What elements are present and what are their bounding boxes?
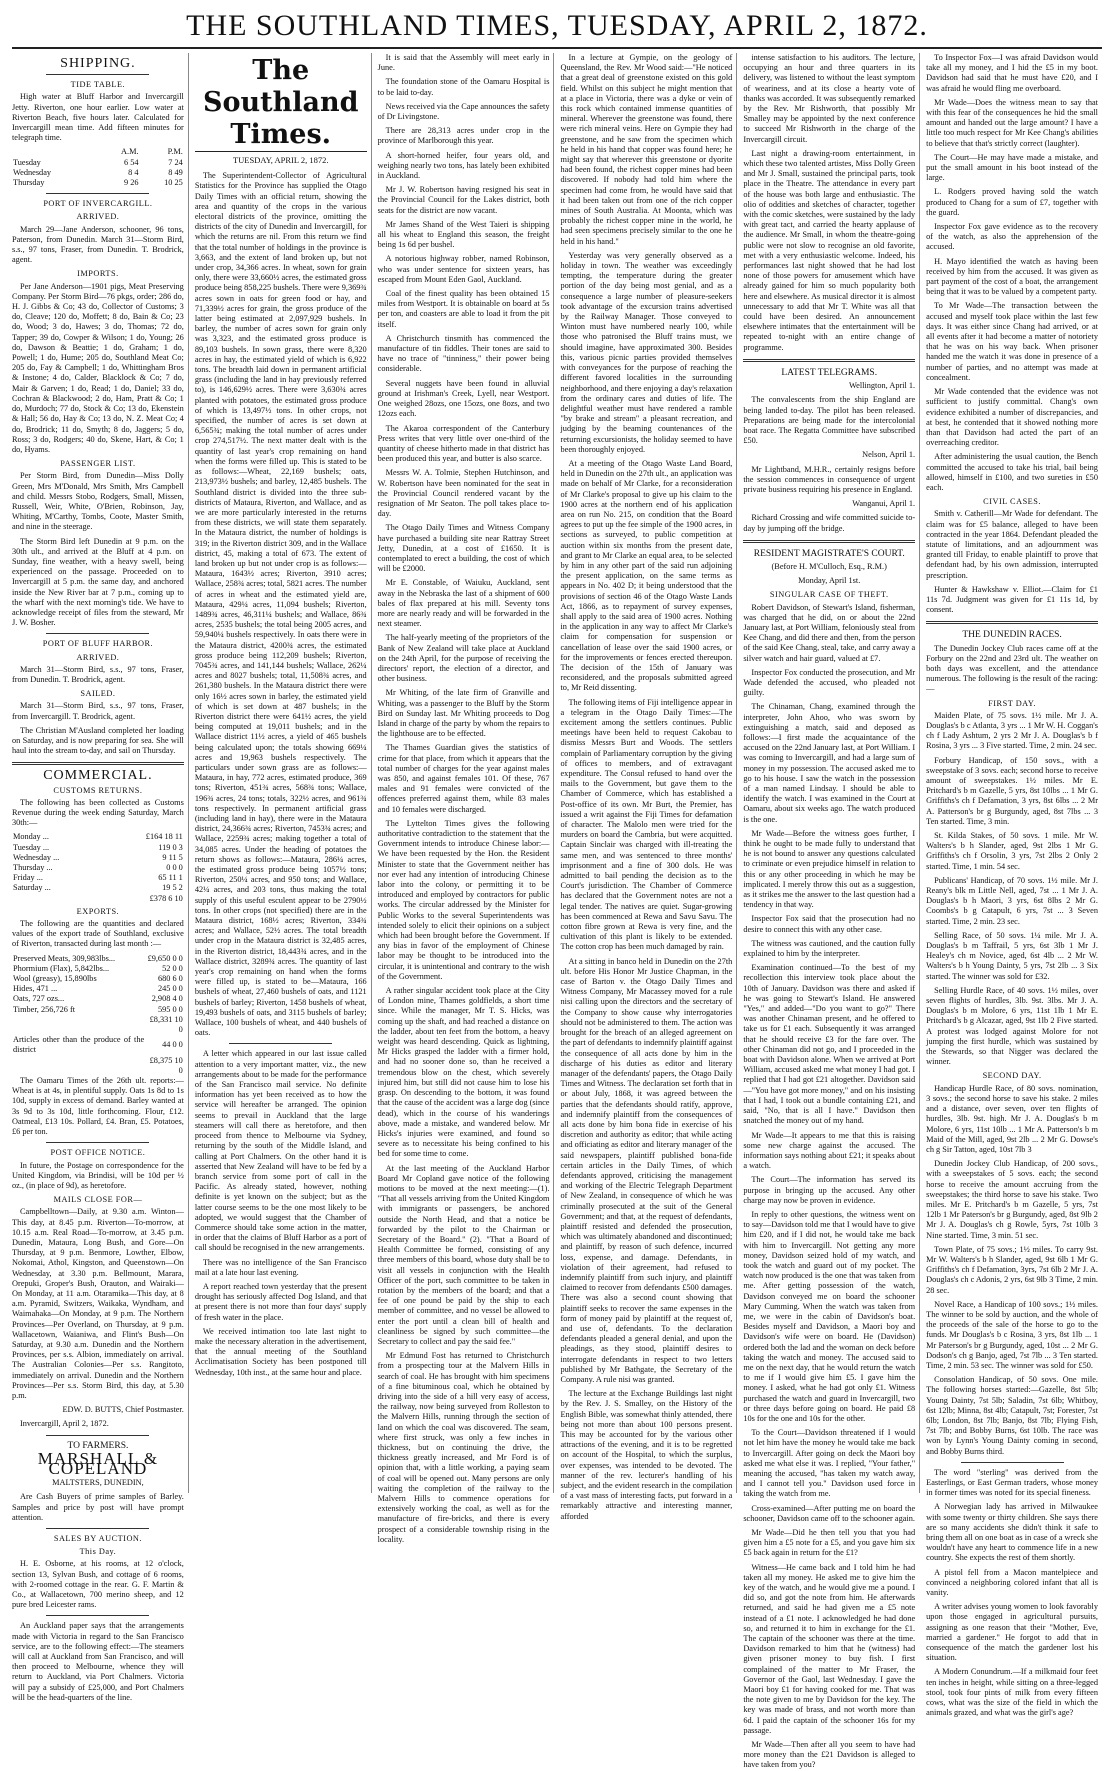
- civil-paragraph: Hunter & Hawkshaw v. Elliot.—Claim for £1 11s 7d. Judgment was given for £1 11s 1d, by consent.: [926, 584, 1098, 615]
- divider: [46, 1528, 149, 1529]
- race-result: Consolation Handicap, of 50 sovs. One mile. The following horses started:—Gazelle, 8st 5lb; Young Dainty, 7st 5lb; Saladin, 7st 6lb; Whitboy, 6st 12lb; Minna, 8st 4lb; Catapult, 7st; Forester, 7st 6lb; London, 8st 7lb; Banjo, 8st 7lb; Flying Fish, 7st 7lb; and Bobby Burns, 6st 10lb. The race was won by Lynn's Young Dainty coming in second, and Bobby Burns third.: [926, 1375, 1098, 1456]
- table-row: Saturday ... 19 5 2: [13, 883, 183, 893]
- court-paragraph: Mr Wade—Did he then tell you that you had given him a £5 note for a £5, and you gave him six £5 back again in return for the £1?: [743, 1528, 916, 1558]
- divider: [46, 633, 149, 634]
- telegram-text: The convalescents from the ship England are being landed to-day. The pilot has been released. Preparations are being made for the intercolonial boat race. The Regatta Committee have subscribed £50.: [743, 395, 916, 446]
- tide-text: High water at Bluff Harbor and Invercargill Jetty. Riverton, one hour earlier. Low water at Riverton Beach, five hours later. Calculated for Invercargill mean time. Add fifteen minutes for telegraph time.: [12, 92, 184, 143]
- news-paragraph: It is said that the Assembly will meet early in June.: [377, 53, 550, 73]
- column-1: [12, 53, 189, 1702]
- court-paragraph: Witness—He came back and I told him he had taken all my money. He asked me to give him the key of the watch, and he would give me a pound. I did so, and got the note from him. He afterwards returned, and said he had given me a £5 note instead of a £1 note. I acknowledged he had done so, and returned it to him in exchange for the £1. The captain of the schooner was there at the time. Davidson remarked to him that he (witness) had given prisoner money to buy fish. I first complained of the matter to Mr Fraser, the Governor of the Gaol, last Wednesday. I gave the Maori boy £1 for having cooked for me. That was the note given to me by Davidson for the key. The key was made of brass, and not worth more than 6d. I paid the captain of the schooner 16s for my passage.: [743, 1562, 916, 1735]
- race-result: St. Kilda Stakes, of 50 sovs. 1 mile. Mr W. Walters's b h Slander, aged, 9st 2lbs 1 Mr G. Griffiths's ch f Orsolin, 3 yrs, 7st 2lbs 2 Only 2 started. Time, 1 min. 54 sec.: [926, 831, 1098, 871]
- sailed-label: SAILED.: [80, 689, 116, 699]
- court-subtitle: (Before H. M'Culloch, Esq., R.M.): [771, 561, 887, 571]
- court-paragraph: The Chinaman, Chang, examined through the interpreter, John Ahoo, who was sworn by extinguishing a match, said and deposed as follows:—I first made the acquaintance of the accused on the 22nd January last, at Port William. I was coming to Invercargill, and had a large sum of money in my possession. The accused asked me to go to his house. I saw the watch in the possession of a man named Lindsay. I should be able to identify the watch. I was examined in the Court at Oamaru, about six weeks ago. The watch produced is the one.: [743, 702, 916, 824]
- bluff-arrived-text: March 31—Storm Bird, s.s., 97 tons, Fraser, from Dunedin. T. Brodrick, agent.: [12, 664, 184, 684]
- news-paragraph: A notorious highway robber, named Robinson, who was under sentence for sixteen years, has escaped from Mount Eden Gaol, Auckland.: [377, 254, 550, 284]
- race-result: Dunedin Jockey Club Handicap, of 200 sovs., with a sweepstakes of 5 sovs. each; the second horse to receive the amount accruing from the sweepstakes; the third horse to save his stake. Two miles. Mr E. Pritchard's b m Gazelle, 5 yrs, 7st 12lb 1 Mr Paterson's br g Burgundy, aged, 8st 9lb 2 Mr J. A. Douglas's ch g Rowle, 5yrs, 7st 10lb 3 Nine started. Time, 3 min. 51 sec.: [926, 1159, 1098, 1240]
- news-paragraph: Mr E. Constable, of Waiuku, Auckland, sent away in the Nebraska the last of a shipment of 600 bales of flax prepared at his mill. Seventy tons more are nearly ready and will be forwarded in the next steamer.: [377, 578, 550, 629]
- races-intro: The Dunedin Jockey Club races came off at the Forbury on the 22nd and 23rd ult. The weather on both days was excellent, and the attendance numerous. The following is the result of the racing:—: [926, 643, 1098, 694]
- column-3: [377, 53, 555, 1544]
- mails-label: MAILS CLOSE FOR—: [53, 1195, 143, 1205]
- port-bluff-heading: PORT OF BLUFF HARBOR.: [42, 639, 154, 649]
- news-paragraph: At the last meeting of the Auckland Harbor Board Mr Copland gave notice of the following motions to be moved at the next meeting:—(1). "That all vessels arriving from the United Kingdom with immigrants or passengers, be anchored outside the North Head, and that a notice be forwarded by the pilot to the Chairman or Secretary of the Board." (2). "That a Board of Health Committee be formed, consisting of any three members of this board, whose duty shall be to visit all vessels in conjunction with the Health Officer of the port, such committee to be taken in rotation by the members of the board; and that a fee of one pound be paid by the ship to each member of committee, and no vessel be allowed to enter the port until a clean bill of health and cleanliness be signed by such committee—the Secretary to collect and pay the said fee.": [377, 1163, 550, 1346]
- divider: [46, 1142, 149, 1143]
- arrived-label: ARRIVED.: [76, 212, 120, 222]
- news-paragraph: The word "sterling" was derived from the Easterlings, or East German traders, whose money in former times was noted for its special fineness.: [926, 1467, 1098, 1498]
- exports-table: [12, 954, 184, 1076]
- tide-heading: TIDE TABLE.: [70, 80, 126, 90]
- news-paragraph: A short-horned heifer, four years old, and weighing nearly two tons, has lately been exhibited in Auckland.: [377, 150, 550, 181]
- news-paragraph: Mr Edmund Fost has returned to Christchurch from a prospecting tour at the Malvern Hills in search of coal. He has brought with him specimens of a fine bituminous coal, which he obtained by driving into the side of a hill very easy of access, the railway, now being surveyed from Rolleston to the Malvern Hills, running through the section of land on which the coal was discovered. The seam, where first struck, was only a few inches in thickness, but on continuing the drive, the thickness greatly increased, and Mr Ford is of opinion that, with a little working, a paying seam of coal will be opened out. Many persons are only waiting the completion of the railway to the Malvern Hills to commence operations for extensively working the coal, as well as for the manufacture of fire-bricks, and there is every prospect of a considerable township rising in the locality.: [377, 1351, 550, 1544]
- maltster-title: MARSHALL & COPELAND: [37, 1448, 159, 1478]
- telegram-place: Wellington, April 1.: [848, 381, 916, 391]
- mails-text: Campbelltown—Daily, at 9.30 a.m. Winton—This day, at 8.45 p.m. Riverton—To-morrow, at 10.15 a.m. Real Road—To-morrow, at 3.45 p.m. Dunedin, Mataura, Long Bush, and Gore—On Thursday, at 9 p.m. Benmore, Lowther, Elbow, Nokomai, Athol, Kingston, and Queenstown—On Wednesday, at 3.30 p.m. Bellmount, Marara, Orepuki, Groper's Bush, Orauton, and Wairaki—On Monday, at 11 a.m. Otaramika—This day, at 8 a.m. Pyramid, Switzers, Waikaka, Wyndham, and Waimahaka—On Monday, at 9 p.m. The Northern Provinces—Per Overland, on Thursday, at 9 p.m. Wallacetown, Waianiwa, and Flint's Bush—On Saturday, at 9.30 a.m. Dunedin and the Northern Provinces, per s.s. Albion, immediately on arrival. The Australian Colonies—Per s.s. Rangitoto, immediately on arrival. Dunedin and the Northern Provinces—Per s.s. Storm Bird, this day, at 5.30 p.m.: [12, 1207, 184, 1400]
- news-paragraph: A rather singular accident took place at the City of London mine, Thames goldfields, a short time since. While the manager, Mr T. S. Hicks, was coming up the shaft, and had reached a distance on the ladder, about ten feet from the bottom, a heavy weight was heard descending. Quick as lightning, Mr Hicks grasped the ladder with a firmer hold, and had no sooner done so, than he received a tremendous blow on the chest, which severely injured him, but still did not cause him to lose his grasp. On descending to the bottom, it was found that the cause of the accident was a large dog (since dead), which in the course of his wanderings above, made a mistake, and wandered below. Mr Hicks's injuries were examined, and found so severe as to necessitate his being confined to his bed for some time to come.: [377, 986, 550, 1159]
- bluff-sailed-text: March 31—Storm Bird, s.s., 97 tons, Fraser, from Invercargill. T. Brodrick, agent.: [12, 701, 184, 721]
- divider: [961, 1462, 1064, 1463]
- court-paragraph: H. Mayo identified the watch as having been received by him from the accused. It was given as part payment of the cost of a boat, the arrangement being that it was to be valued by a competent party.: [926, 256, 1098, 297]
- table-row: Tuesday ... 119 0 3: [13, 842, 183, 852]
- court-paragraph: After administering the usual caution, the Bench committed the accused to take his trial, bail being allowed, himself in £100, and two sureties in £50 each.: [926, 452, 1098, 492]
- race-result: Selling Hurdle Race, of 40 sovs. 1½ miles, over seven flights of hurdles, 3lb. 9st. 3lbs. Mr J. A. Douglas's b m Molore, 6 yrs, 11st 1lb 1 Mr E. Pritchard's b g Alcazar, aged, 9st 1lb 2 Five started. A protest was lodged against Molore for not jumping the first hurdle, which was sustained by the Stewards, so that Nigger was declared the winner.: [926, 985, 1098, 1067]
- exports-text: The following are the quantities and declared values of the export trade of Southland, exclusive of Riverton, transacted during last month :—: [12, 919, 184, 949]
- race-result: Town Plate, of 75 sovs.; 1½ miles. To carry 9st. Mr W. Walters's b h Slander, aged, 9st 6lb 1 Mr G. Griffiths's ch f Defamation, 3yrs, 7st 6lb 2 Mr J. A. Douglas's ch c Adonis, 2 yrs, 6st 9lb 3 Time, 2 min. 28 sec.: [926, 1244, 1098, 1295]
- passengers-label: PASSENGER LIST.: [60, 459, 136, 469]
- divider: [46, 1615, 149, 1616]
- imports-text: Per Jane Anderson—1901 pigs, Meat Preserving Company. Per Storm Bird—76 pkgs, order; 286 do, H. J. Gibbs & Co; 43 do, Collector of Customs; 3 do, Cleave; 120 do, Moffett; 8 do, Bain & Co; 23 do, Wood; 3 do, Hawes; 3 do, Thomas; 72 do, Tapper; 39 do, Cowper & Wilson; 1 do, Young; 26 do, Dawson & Beattie; 1 do, Graham; 1 do, Powell; 1 do, Hume; 205 do, Southland Meat Co; 205 do, Fay & Campbell; 1 do, Whittingham Bros & Instone; 4 do, Calder, Blacklock & Co; 7 do, Mair & Garven; 1 do, Read; 1 do, Daniel; 33 do, Cochran & Blackwood; 2 do, Ham, Pratt & Co; 1 do, Murdoch; 77 do, Stock & Co; 13 do, Ekenstein & Hall; 56 do, Hay & Co; 13 do, N. Z. Meat Co; 4 do, Brodrick; 11 do, Smyth; 8 do, Jaggers; 5 do, Ross; 3 do, Rodgers; 40 do, Skene, Hart, & Co; 1 do, Hyams.: [12, 281, 184, 454]
- news-paragraph: Mr Whiting, of the late firm of Granville and Whiting, was a passenger to the Bluff by the Storm Bird on Sunday last. Mr Whiting proceeds to Dog Island in charge of the party by whom the repairs to the lighthouse are to be effected.: [377, 688, 550, 739]
- news-paragraph: Mr J. W. Robertson having resigned his seat in the Provincial Council for the Lakes district, both seats for the district are now vacant.: [377, 185, 550, 215]
- news-paragraph: A Christchurch tinsmith has commenced the manufacture of tin fiddles. Their tones are said to have no trace of "tinniness," their power being considerable.: [377, 333, 550, 374]
- news-paragraph: At a meeting of the Otago Waste Land Board, held in Dunedin on the 27th ult., an application was made on behalf of Mr Clarke, for a reconsideration of Mr Clarke's proposal to give up his claim to the 1900 acres at the northern end of his application area on run No. 215, on condition that the Board agrees to put up the fee simple of the 1900 acres, in sections as surveyed, to public competition at auction within six months from the present date, and grant to Mr Clarke an equal area, to be selected by him in any other part of the said run adjoining the present application, on the same terms as appears in No. 402 D; it being understood that the provisions of section 46 of the Otago Waste Lands Act, 1866, as to repayment of survey expenses, shall apply to the said area of 1900 acres. Nothing in the application in any way to affect Mr Clarke's claim for compensation for suspension or cancellation of lease over the said 1900 acres, or for the improvements or fences erected thereupon. The decision of the 15th of January was reconsidered, and the proposals submitted agreed to, Mr Reid dissenting.: [560, 458, 733, 693]
- court-paragraph: Robert Davidson, of Stewart's Island, fisherman, was charged that he did, on or about the 22nd January last, at Port William, feloniously steal from Kee Chang, and did there and then, from the person of the said Kee Chang, steal, take, and carry away a silver watch and hair guard, valued at £7.: [743, 602, 916, 663]
- issue-date: TUESDAY, APRIL 2, 1872.: [232, 155, 329, 165]
- court-paragraph: Inspector Fox gave evidence as to the recovery of the watch, as also the apprehension of the accused.: [926, 222, 1098, 252]
- court-paragraph: Mr Wade—It appears to me that this is raising some new charge against the accused. The information says nothing about £21; it speaks about a watch.: [743, 1130, 916, 1171]
- court-paragraph: L. Rodgers proved having sold the watch produced to Chang for a sum of £7, together with the guard.: [926, 187, 1098, 217]
- race-result: Selling Race, of 50 sovs. 1¼ mile. Mr J. A. Douglas's b m Taffrail, 5 yrs, 6st 3lb 1 Mr J. Healey's ch m Novice, aged, 6st 4lb ... 2 Mr W. Walters's b h Young Dainty, 5 yrs, 7st 2lb ... 3 Six started. The winner was sold for £32.: [926, 930, 1098, 981]
- post-office-heading: POST OFFICE NOTICE.: [50, 1148, 146, 1158]
- report-text: A report reached town yesterday that the present drought has seriously affected Dog Island, and that at present there is not more than four days' supply of fresh water in the place.: [194, 1281, 367, 1322]
- newspaper-flag: The Southland Times.: [195, 55, 367, 152]
- oamaru-text: The Oamaru Times of the 26th ult. reports:— Wheat is at 4s, in plentiful supply. Oats 1s 8d to 1s 10d, supply in excess of demand. Barley wanted at 3s 9d to 3s 10d, little forthcoming. Flour, £12. Oatmeal, £13 10s. Pollard, £4. Bran, £5. Potatoes, £6 per ton.: [12, 1076, 184, 1137]
- divider: [743, 359, 915, 362]
- table-row: Monday ... £164 18 11: [13, 832, 183, 842]
- court-paragraph: Cross-examined—After putting me on board the schooner, Davidson came off to the schooner again.: [743, 1503, 916, 1523]
- news-paragraph: At a sitting in banco held in Dunedin on the 27th ult. before His Honor Mr Justice Chapman, in the case of Barton v. the Otago Daily Times and Witness Company, Mr Macassey moved for a rule nisi calling upon the directors and the secretary of the Company to show cause why interrogatories should not be administered to them. The action was brought for the breach of an alleged agreement on the part of defendants to indemnify plaintiff against the consequence of all acts done by him in the discharge of his duties as editor and literary manager of the defendants' papers, the Otago Daily Times and Witness. The declaration set forth that in or about July, 1868, it was agreed between the parties that the defendants should ratify, approve, and indemnify plaintiff from the consequences of all acts done by him bona fide in exercise of his discretion and authority as editor; that while acting and officiating as editor and literary manager of the said newspapers, plaintiff published bona-fide certain articles in the Daily Times, of which defendants approved, criticising the management and working of the Electric Telegraph Department of New Zealand, in consequence of which he was criminally prosecuted at the suit of the General Government; and that, at the request of defendants, plaintiff resisted and defended the prosecution, which was ultimately abandoned and discontinued; and plaintiff, by reason of such defence, incurred loss, expense, and damage. Defendants, in violation of their agreement, had refused to indemnify plaintiff from such injury, and plaintiff claimed to recover from defendants £500 damages. There was also a second count showing that plaintiff seeks to recover the same expenses in the form of money paid by plaintiff at the request of, and use of, defendants. To the declaration defendants pleaded a general denial, and upon the pleadings, as they stood, plaintiff desires to interrogate defendants in respect to two letters published by Mr Bathgate, the Secretary of the Company. A rule nisi was granted.: [560, 956, 733, 1384]
- column-5: [743, 53, 920, 1770]
- court-paragraph: The witness was cautioned, and the caution fully explained to him by the interpreter.: [743, 938, 916, 959]
- auckland-text: An Auckland paper says that the arrangements made with Victoria in regard to the San Francisco service, are to the following effect:—The steamers will call at Auckland from San Francisco, and will then proceed to Melbourne, whence they will return to Auckland, via Port Chalmers. Victoria will pay a subsidy of £25,000, and Port Chalmers will be the head-quarters of the line.: [12, 1621, 184, 1702]
- newspaper-page: [12, 8, 1102, 1770]
- table-row: £8,375 10 0: [149, 1055, 183, 1075]
- maltster-text: Are Cash Buyers of prime samples of Barley. Samples and price by post will have prompt attention.: [12, 1492, 184, 1522]
- divider: [46, 74, 149, 75]
- postmaster-signature: EDW. D. BUTTS, Chief Postmaster.: [62, 1405, 184, 1415]
- port-invercargill-heading: PORT OF INVERCARGILL.: [43, 199, 153, 209]
- court-paragraph: To Inspector Fox—I was afraid Davidson would take all my money, and I hid the £5 in my boot. Davidson had said that he must have £20, and I was afraid he would fling me overboard.: [926, 53, 1098, 93]
- storm-bird-text: The Storm Bird left Dunedin at 9 p.m. on the 30th ult., and arrived at the Bluff at 4 p.m. on Sunday, fine weather, with a heavy swell, being experienced on the passage. Proceeded on to Invercargill at 5 p.m. the same day, and anchored inside the New River bar at 7 p.m., coming up to the wharf with the next morning's tide. We have to acknowledge receipt of files from the steward, Mr J. W. Bosher.: [12, 536, 184, 628]
- exports-heading: EXPORTS.: [76, 906, 120, 916]
- table-row: Tuesday 6 54 7 24: [13, 157, 183, 167]
- news-paragraph: A writer advises young women to look favorably upon those engaged in agricultural pursuits, assigning as one reason that their "Mother, Eve, married a gardener." He forgot to add that in consequence of the match the gardener lost his situation.: [926, 1602, 1098, 1663]
- column-4: [560, 53, 737, 1521]
- news-paragraph: In a lecture at Gympie, on the geology of Queensland, the Rev. Mr Wood said:—"He noticed that a great deal of greenstone existed on this gold field. Whilst on this subject he might mention that at a place in Victoria, there was a dyke or vein of this rock which contained immense quantities of mineral. Wherever the greenstone was found, there were rich mineral veins. Here on Gympie they had greenstone, and he saw from the specimen which he held in his hand that copper was found here; he might say that wherever this greenstone or dyorite had been found, the richest copper mines had been discovered. If nobody had told him where the specimen had come from, he would have said that it had been taken out from one of the rich copper mines of South Australia. At Moonta, which was probably the richest copper mine in the world, he had seen specimens precisely similar to the one he held in his hand.": [560, 53, 733, 246]
- auction-day: This Day.: [79, 1547, 117, 1557]
- news-paragraph: Messrs W. A. Tolmie, Stephen Hutchinson, and W. Robertson have been nominated for the seat in the Provincial Council rendered vacant by the resignation of Mr Seaton. The poll takes place to-day.: [377, 468, 550, 519]
- auction-text: H. E. Osborne, at his rooms, at 12 o'clock, section 13, Sylvan Bush, and cottage of 6 rooms, with 2-roomed cottage in the rear. G. F. Martin & Co., at Wallacetown, 700 merino sheep, and 12 pure bred Leicester rams.: [12, 1559, 184, 1610]
- news-paragraph: A pistol fell from a Macon mantelpiece and convinced a neighboring colored infant that all is vanity.: [926, 1567, 1098, 1598]
- tide-table: A.M. P.M. Tuesday 6 54 7 24 Wednesday 8 4 8 49 Thursday 9 26 10 25: [13, 147, 183, 188]
- news-paragraph: Several nuggets have been found in alluvial ground at Irishman's Creek, Lyell, near Westport. One weighed 28ozs, one 15ozs, one 8ozs, and two 12ozs each.: [377, 378, 550, 419]
- court-paragraph: In reply to other questions, the witness went on to say—Davidson told me that I would have to give him £20, and if I did not, he would take me back with him to Invercargill. Not getting any more money, Davidson seized hold of my watch, and took the watch and guard out of my pocket. The watch now produced is the one that was taken from me. After getting possession of the watch, Davidson conveyed me on board the schooner Mary Cumming. When the watch was taken from me, we were in the cabin of Davidson's boat. Besides myself and Davidson, a Maori boy and Davidson's wife were on board. He (Davidson) ordered both the lad and the woman on deck before taking the watch and money. The accused said to me on the next day, that he would return the watch to me if I would give him £5. I gave him the money. I asked, what he had got only £1. Witness purchased the watch and guard in Invercargill, two or three days before going on board. He paid £8 10s for the one and 10s for the other.: [743, 1209, 916, 1423]
- court-paragraph: Inspector Fox conducted the prosecution, and Mr Wade defended the accused, who pleaded not guilty.: [743, 667, 916, 698]
- no-intelligence-text: There was no intelligence of the San Francisco mail at a late hour last evening.: [194, 1257, 367, 1277]
- customs-table: [12, 832, 184, 903]
- court-date: Monday, April 1st.: [798, 576, 861, 586]
- lecture-continued: intense satisfaction to his auditors. The lecture, occupying an hour and three quarters in its delivery, was listened to without the least symptom of weariness, and at its close a hearty vote of thanks was accorded. It was subsequently remarked by the Rev. Mr Rishworth, that possibly Mr Smalley may be appointed by the next conference to succeed Mr Rishworth in the charge of the Invercargill circuit.: [743, 53, 916, 144]
- news-paragraph: The foundation stone of the Oamaru Hospital is to be laid to-day.: [377, 77, 550, 97]
- races-heading: THE DUNEDIN RACES.: [962, 630, 1062, 641]
- court-paragraph: Examination continued—To the best of my recollection this interview took place about the 10th of January. Davidson was there and asked if he was going to Stewart's Island. He answered "Yes," and added—"Do you want to go?" There was another Chinaman present, and he offered to take us for £1 each. Subsequently it was arranged that he should receive £3 for the fare over. The other Chinaman did not go, and I proceeded in the boat with Davidson alone. When we arrived at Port William, accused asked me what money I had got. I replied that I had got £21 altogether. Davidson said—"You have got more money," and on his insisting that I had, I took out a bundle containing £21, and said, "No, that is all I have." Davidson then snatched the money out of my hand.: [743, 963, 916, 1126]
- court-paragraph: To Mr Wade—The transaction between the accused and myself took place within the last few days. It was either since Chang had arrived, or at all events after it had become a matter of notoriety that he was on his way back. When prisoner handed me the watch it was done in presence of a number of parties, and no attempt was made at concealment.: [926, 301, 1098, 382]
- divider: [926, 621, 1098, 624]
- telegram-place: Nelson, April 1.: [862, 450, 916, 460]
- news-paragraph: A Norwegian lady has arrived in Milwaukee with some twenty or thirty children. She says there are so many accidents she didn't think it safe to bring them all on one boat as in case of a wreck she wouldn't have any heart to commence life in a new country. She expects the rest of them shortly.: [926, 1502, 1098, 1563]
- news-paragraph: A Modern Conundrum.—If a milkmaid four feet ten inches in height, while sitting on a three-legged stool, took four pints of milk from every fifteen cows, what was the size of the field in which the animals grazed, and what was the girl's age?: [926, 1667, 1098, 1718]
- divider: [46, 1435, 149, 1436]
- news-paragraph: Mr James Shand of the West Taieri is shipping all his wheat to England this season, the freight being 1s 6d per bushel.: [377, 219, 550, 250]
- court-paragraph: Mr Wade contended that the evidence was not sufficient to justify committal. Chang's own evidence exhibited a number of discrepancies, and at best, he contended that it showed nothing more than that Davidson had acted the part of an overreaching creditor.: [926, 387, 1098, 448]
- table-row: Thursday 9 26 10 25: [13, 178, 183, 188]
- table-row: Wool (greasy), 15,890lbs 680 6 0: [13, 974, 183, 984]
- table-row: Friday ... 65 11 1: [13, 873, 183, 883]
- second-day-heading: SECOND DAY.: [982, 1071, 1042, 1081]
- shipping-heading: SHIPPING.: [60, 56, 136, 71]
- imports-label: IMPORTS.: [77, 269, 119, 279]
- editorial-text: The Superintendent-Collector of Agricultural Statistics for the Province has supplied the Otago Daily Times with an official return, showing the area and quantity of the crops in the various electoral districts of the province, omitting the districts of the city of Dunedin and Invercargill, for which the returns are nil. From this return we find that the total number of holdings in the province is 3,663, and the extent of land broken up, but not under crop, 34,366 acres. In wheat, sown for grain only, there were 33,660½ acres, the estimated gross produce being 858,225 bushels. There were 9,369¾ acres sown in oats for green food or hay, and 71,339½ acres for grain, the gross produce of the latter being estimated at 2,097,929 bushels. In barley, the number of acres sown for grain only was 3,323, and the estimated gross produce is 89,103 bushels. In sown grass, there were 8,320 acres in hay, the estimated yield of which is 6,922 tons. The breadth laid down in permanent artificial grass (including the land in hay previously referred to), is 146,629½ acres. There were 3,630¾ acres planted with potatoes, the estimated gross produce of which is 13,497½ tons. In other crops, not specified, the number of acres is set down at 6,565¾; making the total number of acres under crop 274,517½. The next matter dealt with is the quantity of last year's crop remaining on hand when the forms were filled up. This is stated to be as follows:—Wheat, 22,169 bushels; oats, 213,973½ bushels; and barley, 12,485 bushels. The Southland district is divided into the three sub-districts of Mataura, Riverton, and Wallace, and as we are more particularly interested in the returns from these districts, we will state them separately. In the Mataura district, the number of holdings is 319; in the Riverton district 309, and in the Wallace district, 45, making a total of 673. The extent of land broken up but not under crop is as follows:—Mataura, 1643½ acres; Riverton, 3910 acres; Wallace, 258¾ acres; total, 5821 acres. The number of acres in wheat and the estimated yield are, Mataura, 429¼ acres, 11,094 bushels; Riverton, 1489¾ acres, 46,311¼ bushels; and Wallace, 86¾ acres, 2535 bushels; the total being 2005 acres, and 59,940¼ bushels respectively. In oats there were in the Mataura district, 4200¾ acres, the estimated gross produce being 112,209 bushels; Riverton, 7045¾ acres, and 141,144 bushels; Wallace, 262¼ acres and 8027 bushels; total, 11,508¾ acres, and 261,380 bushels. In the Mataura district there were only 16½ acres sown in barley, the estimated yield of which is set down at 487 bushels; in the Riverton district there were 641½ acres, the yield being computed at 19,011 bushels; and in the Wallace district 11½ acres, a yield of 465 bushels being calculated upon; the totals showing 669¼ acres and 19,963 bushels respectively. The particulars under sown grass are as follows:—Mataura, in hay, 772 acres, estimated produce, 369 tons; Riverton, 451¾ acres, 568¾ tons; Wallace, 196¾ acres, 24 tons; totals, 322½ acres, and 961¾ tons respectively. In permanent artificial grass (including land in hay), there were in the Mataura district, 24,366¾ acres; Riverton, 7453¾ acres; and Wallace, 2259¾ acres; making together a total of 34,085 acres. Under the heading of potatoes the return shows as follows:—Mataura, 286¼ acres, the estimated gross produce being 1057½ tons; Riverton, 250¼ acres, and 950 tons; and Wallace, 42¼ acres, and 203 tons, thus making the total supply of this useful esculent appear to be 2790½ tons. In other crops (not specified) there are in the Mataura district, 168½ acres; Riverton, 334¾ acres; and Wallace, 52½ acres. The total breadth under crop in the Mataura district is 32,485 acres, in the Riverton district, 18,443¾ acres, and in the Wallace district, 3289¾ acres. The quantity of last year's crop remaining on hand when the forms were filled up, is stated to be—Mataura, 166 bushels of wheat, 27,460 bushels of oats, and 1121 bushels of barley; Riverton, 1458 bushels of wheat, 19,493 bushels of oats, and 3115 bushels of barley; Wallace, 100 bushels of wheat, and 440 bushels of oats.: [194, 171, 367, 1038]
- table-row: Hides, 471 ... 245 0 0: [13, 984, 183, 994]
- customs-heading: CUSTOMS RETURNS.: [53, 785, 143, 795]
- table-row: Preserved Meats, 309,983lbs... £9,650 0 0: [13, 953, 183, 963]
- race-result: Publicans' Handicap, of 70 sovs. 1½ mile. Mr J. Reany's blk m Little Nell, aged, 7st ... 1 Mr J. A. Douglas's b h Maori, 3 yrs, 6st 8lbs 2 Mr G. Coombs's b g Catapult, 6 yrs, 7st ... 3 Seven started. Time, 2 min. 23 sec.: [926, 875, 1098, 926]
- divider: [46, 193, 149, 194]
- news-paragraph: The Thames Guardian gives the statistics of crime for that place, from which it appears that the total number of charges for the year against males was 850, and against females 101. Of these, 767 males and 91 females were convicted of the offences preferred against them, while 83 males and 10 females were discharged.: [377, 743, 550, 814]
- news-paragraph: The lecture at the Exchange Buildings last night by the Rev. J. S. Smalley, on the History of the English Bible, was somewhat thinly attended, there being not more than about 100 persons present. This may be accounted for by the various other attractions of the evening, and it is to be regretted on account of the Hospital, to which the surplus, over expenses, was intended to be devoted. The manner of the rev. lecturer's handling of his subject, and the evident research in the compilation of a vast mass of interesting facts, put forward in a remarkably attractive and interesting manner, afforded: [560, 1389, 733, 1521]
- column-2: [195, 53, 372, 1493]
- drawing-room-text: Last night a drawing-room entertainment, in which these two talented artistes, Miss Dolly Green and Mr J. Small, sustained the principal parts, took place in the Theatre. The attendance in every part of the house was both large and enthusiastic. The olio of oddities and sketches of character, together with the comic sketches, were sustained by the lady with great tact, and carried the hearty applause of the audience. Mr Small, in whom the theatre-going public were not slow to recognise an old favorite, met with a very enthusiastic welcome. Indeed, his performances last night showed that he had lost none of those powers for amusement which have already gained for him so much popularity both here and elsewhere. As musical director it is almost unnecessary to add that Mr T. White was all that could have been desired. An announcement elsewhere intimates that the entertainment will be repeated to-night with an entire change of programme.: [743, 148, 916, 352]
- table-row: £8,331 10 0: [149, 1014, 183, 1035]
- letter-text: A letter which appeared in our last issue called attention to a very important matter, viz., the new arrangements about to be made for the performance of the San Francisco mail service. No definite information has yet been received as to how the service will hereafter be arranged. The opinion seems to prevail in Auckland that the large steamers will call there as heretofore, and then proceed from thence to Melbourne via Sydney, returning by the south of the Middle Island, and calling at Port Chalmers. On the other hand it is asserted that New Zealand will have to be fed by a branch service from some port of call in the Pacific. As already stated, however, nothing definite is yet known on the subject; but as the latter course seems to be the one most likely to be adopted, we would suggest that the Chamber of Commerce should take some action in the matter, in order that the claims of Bluff Harbor as a port of call should be recognised in the new arrangements.: [194, 1049, 367, 1253]
- first-day-heading: FIRST DAY.: [988, 698, 1036, 708]
- auction-heading: SALES BY AUCTION.: [53, 1534, 142, 1543]
- commercial-heading: COMMERCIAL.: [43, 768, 153, 784]
- court-paragraph: Inspector Fox said that the prosecution had no desire to connect this with any other case.: [743, 914, 916, 934]
- court-paragraph: Mr Wade—Before the witness goes further, I think he ought to be made fully to understand that he is not bound to answer any questions calculated to criminate or even prejudice himself in relation to this or any other proceeding in which he may be implicated. I merely throw this out as a suggestion, as it strikes me the answer to the last question had a tendency in that way.: [743, 828, 916, 910]
- received-text: We received intimation too late last night to make the necessary alteration in the advertisement, that the annual meeting of the Southland Acclimatisation Society has been postponed till Wednesday, 10th inst., at the same hour and place.: [194, 1326, 367, 1377]
- telegrams-heading: LATEST TELEGRAMS.: [781, 367, 878, 378]
- table-row: Wednesday ... 9 11 5: [13, 852, 183, 862]
- news-paragraph: News received via the Cape announces the safety of Dr Livingstone.: [377, 101, 550, 122]
- news-paragraph: The following items of Fiji intelligence appear in a telegram in the Otago Daily Times:—The excitement among the settlers continues. Public meetings have been held to request Cakobau to dismiss Messrs Burt and Woods. The settlers complain of Parliamentary corruption by the giving of offices to members, and of extravagant expenditure. The Consul refused to hand over the mails to the Government, but gave them to the Chamber of Commerce, which has established a Post-office of its own. Mr Burt, the Premier, has issued a writ against the Fiji Times for defamation of character. The Malolo men were tried for the murders on board the Cambria, but were acquitted. Captain Sinclair was charged with ill-treating the same men, and was sentenced to three months' imprisonment and a fine of 300 dols. He was admitted to bail pending the decision as to the Court's jurisdiction. The Chamber of Commerce has declared that the Government notes are not a legal tender. The natives are quiet. Sugar-growing has been commenced at Rewa and Savu Savu. The cotton fibre grown at Rewa is very fine, and the cultivation of this plant is likely to be extended. The cotton crop has been much damaged by rain.: [560, 697, 733, 952]
- court-paragraph: The Court—The information has served its purpose in bringing up the accused. Any other charge may now be proven in evidence.: [743, 1175, 916, 1205]
- masthead: THE SOUTHLAND TIMES, TUESDAY, APRIL 2, 1872.: [12, 8, 1102, 49]
- customs-text: The following has been collected as Customs Revenue during the week ending Saturday, March 30th:—: [12, 797, 184, 828]
- divider: [743, 540, 915, 543]
- christian-text: The Christian M'Ausland completed her loading on Saturday, and is now preparing for sea. She will haul into the stream to-day, and sail on Thursday.: [12, 725, 184, 756]
- table-row: Phormium (Flax), 5,842lbs... 52 0 0: [13, 963, 183, 973]
- post-office-text: In future, the Postage on correspondence for the United Kingdom, via Brindisi, will be 10d per ½ oz., (in place of 9d), as heretofore.: [12, 1160, 184, 1190]
- race-result: Novel Race, a Handicap of 100 sovs.; 1½ miles. The winner to be sold by auction, and the whole of the proceeds of the sale of the horse to go to the funds. Mr Douglas's b c Rosina, 3 yrs, 8st 1lb ... 1 Mr Paterson's br g Burgundy, aged, 10st ... 2 Mr G. Dodson's ch g Banjo, aged, 7st 7lb ... 3 Ten started. Time, 2 min. 53 sec. The winner was sold for £50.: [926, 1299, 1098, 1370]
- court-paragraph: The Court—He may have made a mistake, and put the small amount in his boot instead of the large.: [926, 152, 1098, 183]
- column-6: [926, 53, 1102, 1718]
- telegram-text: Mr Lightband, M.H.R., certainly resigns before the session commences in consequence of urgent private business requiring his presence in England.: [743, 464, 916, 494]
- news-paragraph: The half-yearly meeting of the proprietors of the Bank of New Zealand will take place at Auckland on the 24th April, for the purpose of receiving the directors' report, the election of a director, and other business.: [377, 633, 550, 684]
- divider: [12, 762, 184, 765]
- arrived-label: ARRIVED.: [76, 652, 120, 662]
- race-result: Forbury Handicap, of 150 sovs., with a sweepstake of 3 sovs. each; second horse to receive amount of sweepstakes. 1½ miles. Mr E. Pritchard's b m Gazelle, 5 yrs, 8st 10lbs ... 1 Mr G. Griffiths's ch f Defamation, 3 yrs, 8st 6lbs ... 2 Mr A. Patterson's br g Burgundy, aged, 8st 7lbs ... 3 Ten started. Time, 3 min.: [926, 755, 1098, 826]
- court-heading: RESIDENT MAGISTRATE'S COURT.: [753, 548, 905, 559]
- passengers-text: Per Storm Bird, from Dunedin—Miss Dolly Green, Mrs M'Donald, Mrs Smith, Mrs Campbell and child. Messrs Stobo, Rodgers, Small, Missen, Russell, Weir, White, O'Brien, Robinson, Jay, Whiting, M'Carthy, Tombs, Coote, Master Smith, and nine in the steerage.: [12, 471, 184, 532]
- divider: [229, 1043, 332, 1044]
- news-paragraph: The Lyttelton Times gives the following authoritative contradiction to the statement that the Government intends to introduce Chinese labor:—We have been requested by the Hon. the Resident Minister to state that the Government neither has nor ever had any intention of introducing Chinese labor into the colony, or permitting it to be introduced and employed by contractors for public works. The circular addressed by the Minister for Public Works to the several Superintendents was intended solely to elicit their opinions on a subject which had been brought before the Government. If any bias in favor of the employment of Chinese labor may be thought to be introduced into the circular, it is unintentional and contrary to the wish of the Government.: [377, 818, 550, 981]
- news-paragraph: Coal of the finest quality has been obtained 15 miles from Westport. It is obtainable on board at 5s per ton, and coasters are able to load it from the pit itself.: [377, 289, 550, 329]
- table-row: Oats, 727 ozs... 2,908 4 0: [13, 994, 183, 1004]
- table-row: Thursday ... 0 0 0: [13, 863, 183, 873]
- court-paragraph: Mr Wade—Then after all you seem to have had more money than the £21 Davidson is alleged to have taken from you?: [743, 1740, 916, 1770]
- arrived-text: March 29—Jane Anderson, schooner, 96 tons, Paterson, from Dunedin. March 31—Storm Bird, s.s., 97 tons, Fraser, from Dunedin. T. Brodrick, agent.: [12, 224, 184, 265]
- court-paragraph: To the Court—Davidson threatened if I would not let him have the money he would take me back to Invercargill. After going on deck the Maori boy asked me what else it was. I replied, "Your father," meaning the accused, "has taken my watch away, and I cannot tell you." Davidson used force in taking the watch from me.: [743, 1428, 916, 1499]
- telegram-place: Wanganui, April 1.: [852, 499, 916, 509]
- news-paragraph: The Akaroa correspondent of the Canterbury Press writes that very little over one-third of the quantity of cheese hitherto made in that district has been produced this year, and butter is also scarce.: [377, 423, 550, 464]
- news-paragraph: The Otago Daily Times and Witness Company have purchased a building site near Rattray Street Jetty, Dunedin, at a cost of £1650. It is contemplated to erect a building, the cost of which will be £2000.: [377, 523, 550, 574]
- race-result: Handicap Hurdle Race, of 80 sovs. nomination, 3 sovs.; the second horse to save his stake. 2 miles and a distance, over seven, over ten flights of hurdles, 3lb. 9st. high. Mr J. A. Douglas's b m Molore, 6 yrs, 11st 10lb ... 1 Mr A. Patterson's b m Maid of the Mill, aged, 9st 2lb ... 2 Mr G. Dowse's ch g Sir Tatton, aged, 10st 7lb 3: [926, 1083, 1098, 1154]
- maltster-subtitle: MALTSTERS, DUNEDIN,: [52, 1478, 144, 1488]
- post-date: Invercargill, April 2, 1872.: [20, 1419, 109, 1429]
- table-row: £378 6 10: [149, 893, 183, 903]
- table-row: Wednesday 8 4 8 49: [13, 167, 183, 177]
- race-result: Maiden Plate, of 75 sovs. 1½ mile. Mr J. A. Douglas's b c Atlanta, 3 yrs ... 1 Mr W. H. Coggan's ch f Lady Ashtum, 2 yrs 2 Mr J. A. Douglas's b f Rosina, 3 yrs ... 3 Five started. Time, 2 min. 24 sec.: [926, 710, 1098, 751]
- court-case-title: SINGULAR CASE OF THEFT.: [769, 590, 889, 600]
- court-paragraph: Mr Wade—Does the witness mean to say that with this fear of the consequences he hid the small amount and handed out the large amount? I have a little too much respect for Mr Kee Chang's abilities to believe that that's strictly correct (laughter).: [926, 97, 1098, 148]
- table-row: Articles other than the produce of the district 44 0 0: [13, 1035, 183, 1055]
- civil-paragraph: Smith v. Catherill—Mr Wade for defendant. The claim was for £5 balance, alleged to have been contracted in the year 1864. Defendant pleaded the statute of limitations, and an adjournment was granted till Friday, to enable plaintiff to prove that defendant had, by his own admission, interrupted prescription.: [926, 509, 1098, 580]
- telegram-text: Richard Crossing and wife committed suicide to-day by jumping off the bridge.: [743, 513, 916, 533]
- farmers-heading: TO FARMERS.: [67, 1440, 129, 1451]
- civil-cases-heading: CIVIL CASES.: [983, 497, 1041, 507]
- columns: [12, 53, 1102, 1770]
- news-paragraph: There are 28,313 acres under crop in the province of Marlborough this year.: [377, 126, 550, 146]
- table-row: Timber, 256,726 ft 595 0 0: [13, 1004, 183, 1014]
- news-paragraph: Yesterday was very generally observed as a holiday in town. The weather was exceedingly tempting, the temperature during the greater portion of the day being most genial, and as a consequence a large number of pleasure-seekers took advantage of the excursion trains advertised by the Railway Manager. Those conveyed to Winton must have numbered nearly 100, while those who patronised the Bluff trains must, we should imagine, have approximated 300. Besides this, various picnic parties provided themselves with conveyances for the purpose of reaching the different favored localities in the surrounding neighborhood, and there enjoying a day's relaxation from the ordinary cares and duties of life. The delightful weather must have rendered a ramble "by brake and stream" a pleasant recreation, and judging by the beaming countenances of the returning excursionists, the holiday seemed to have been thoroughly enjoyed.: [560, 250, 733, 454]
